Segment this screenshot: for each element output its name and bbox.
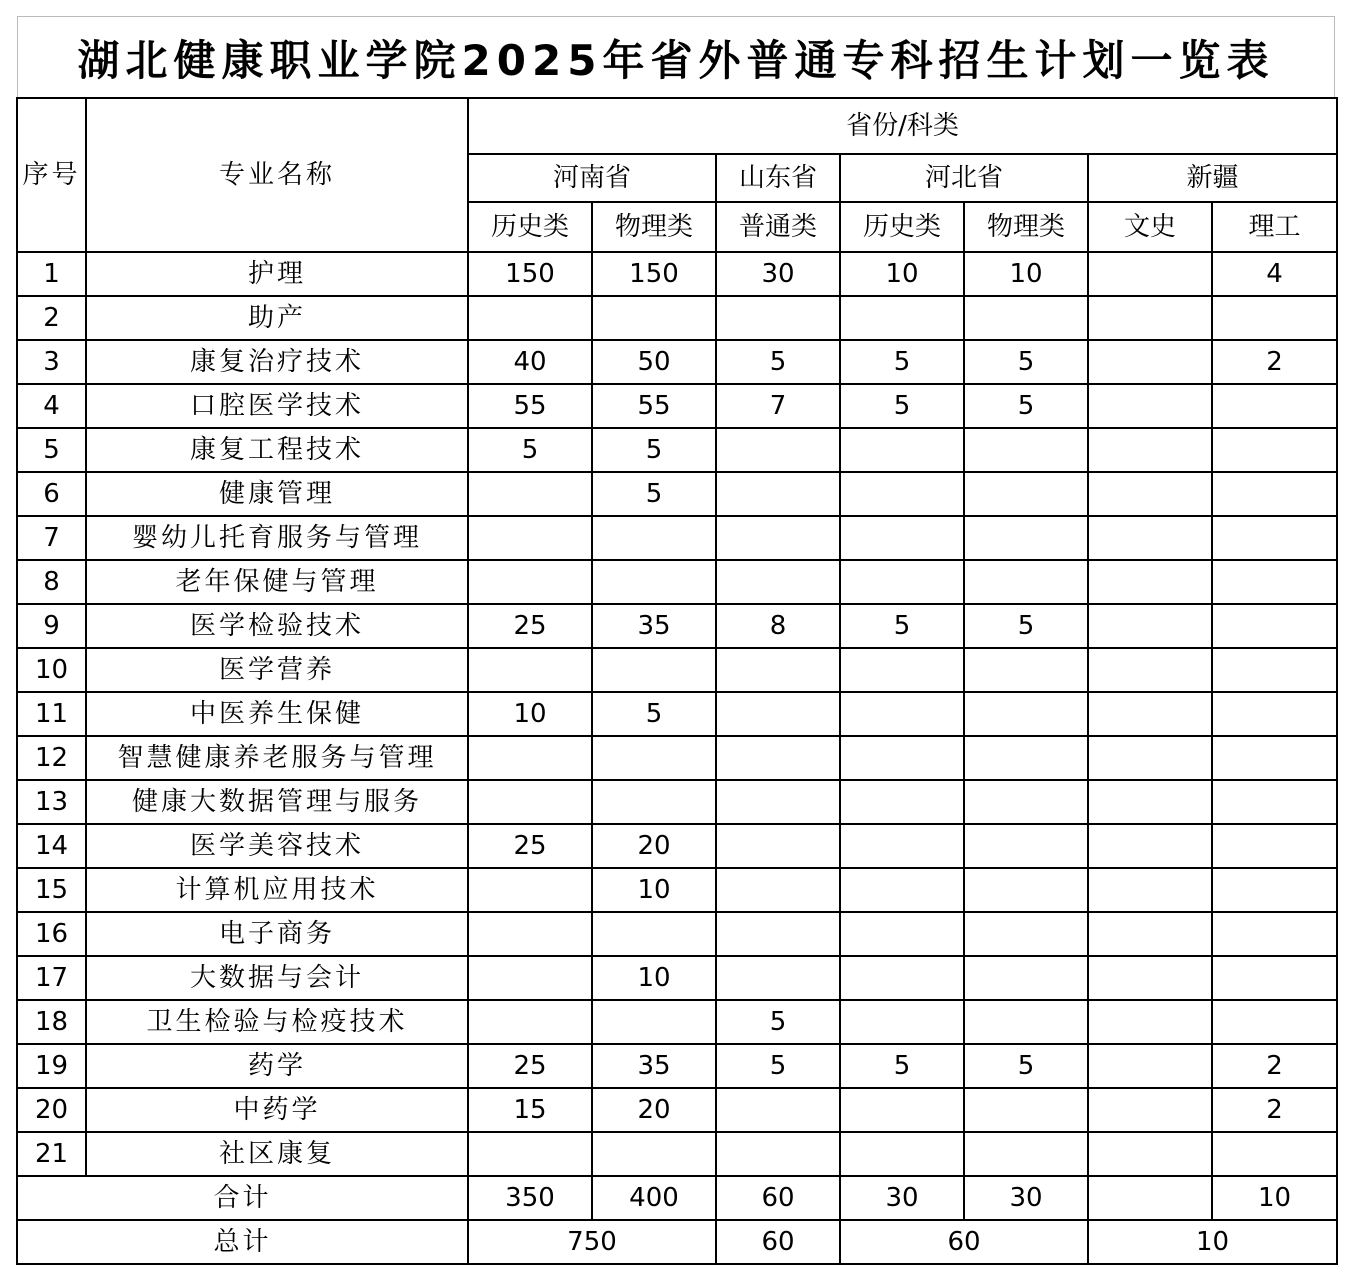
row-number: 15: [17, 868, 86, 912]
table-row: [17, 868, 1337, 912]
quota-cell: [468, 516, 592, 560]
table-row: [17, 384, 1337, 428]
total-label: 总计: [17, 1220, 468, 1264]
quota-cell: [1212, 912, 1337, 956]
quota-cell: [840, 956, 964, 1000]
quota-cell: [964, 956, 1088, 1000]
row-number: 10: [17, 648, 86, 692]
row-number: 14: [17, 824, 86, 868]
quota-cell: 5: [964, 384, 1088, 428]
row-number: 12: [17, 736, 86, 780]
quota-cell: 5: [592, 692, 716, 736]
quota-cell: 5: [468, 428, 592, 472]
quota-cell: 30: [716, 252, 840, 296]
quota-cell: 20: [592, 1088, 716, 1132]
quota-cell: [1088, 1088, 1212, 1132]
total-cell: 10: [1088, 1220, 1337, 1264]
quota-cell: [1088, 296, 1212, 340]
table-row: [17, 560, 1337, 604]
quota-cell: [716, 560, 840, 604]
quota-cell: [1088, 1044, 1212, 1088]
major-name: 康复治疗技术: [86, 340, 468, 384]
row-number: 3: [17, 340, 86, 384]
table-row: [17, 604, 1337, 648]
quota-cell: [840, 824, 964, 868]
quota-cell: [716, 736, 840, 780]
header-province-xinjiang: 新疆: [1088, 154, 1337, 202]
row-number: 13: [17, 780, 86, 824]
quota-cell: [592, 648, 716, 692]
quota-cell: [592, 780, 716, 824]
quota-cell: [1088, 912, 1212, 956]
quota-cell: 8: [716, 604, 840, 648]
quota-cell: [468, 956, 592, 1000]
quota-cell: [1088, 1132, 1212, 1176]
quota-cell: [964, 296, 1088, 340]
major-name: 口腔医学技术: [86, 384, 468, 428]
quota-cell: 150: [468, 252, 592, 296]
quota-cell: [964, 516, 1088, 560]
quota-cell: 5: [716, 1000, 840, 1044]
total-cell: 60: [840, 1220, 1088, 1264]
quota-cell: [716, 1132, 840, 1176]
quota-cell: [468, 1000, 592, 1044]
quota-cell: 10: [964, 252, 1088, 296]
quota-cell: [468, 868, 592, 912]
quota-cell: 5: [840, 340, 964, 384]
quota-cell: 5: [592, 428, 716, 472]
row-number: 1: [17, 252, 86, 296]
quota-cell: 5: [840, 384, 964, 428]
quota-cell: [1088, 824, 1212, 868]
quota-cell: 55: [592, 384, 716, 428]
row-number: 16: [17, 912, 86, 956]
quota-cell: [964, 780, 1088, 824]
quota-cell: [964, 736, 1088, 780]
table-row: [17, 1088, 1337, 1132]
major-name: 康复工程技术: [86, 428, 468, 472]
table-row: [17, 252, 1337, 296]
quota-cell: [468, 1132, 592, 1176]
table-row: [17, 824, 1337, 868]
table-row: [17, 648, 1337, 692]
table-row: [17, 296, 1337, 340]
row-number: 6: [17, 472, 86, 516]
quota-cell: [964, 1088, 1088, 1132]
quota-cell: [840, 1132, 964, 1176]
subtotal-cell: 30: [964, 1176, 1088, 1220]
row-number: 4: [17, 384, 86, 428]
quota-cell: [1212, 472, 1337, 516]
quota-cell: [1212, 560, 1337, 604]
header-seq: 序号: [17, 98, 86, 252]
quota-cell: [468, 912, 592, 956]
subtotal-cell: 10: [1212, 1176, 1337, 1220]
quota-cell: [1088, 516, 1212, 560]
quota-cell: [1212, 824, 1337, 868]
quota-cell: [1212, 648, 1337, 692]
row-number: 2: [17, 296, 86, 340]
quota-cell: 5: [716, 1044, 840, 1088]
major-name: 中医养生保健: [86, 692, 468, 736]
table-row: [17, 472, 1337, 516]
quota-cell: [716, 516, 840, 560]
quota-cell: [716, 956, 840, 1000]
quota-cell: [964, 648, 1088, 692]
table-row: [17, 340, 1337, 384]
table-row: [17, 428, 1337, 472]
quota-cell: [1212, 384, 1337, 428]
major-name: 大数据与会计: [86, 956, 468, 1000]
header-category: 普通类: [716, 202, 840, 252]
quota-cell: [1212, 780, 1337, 824]
major-name: 社区康复: [86, 1132, 468, 1176]
quota-cell: [716, 912, 840, 956]
quota-cell: 5: [964, 604, 1088, 648]
subtotal-label: 合计: [17, 1176, 468, 1220]
quota-cell: [1212, 296, 1337, 340]
table-row: [17, 692, 1337, 736]
quota-cell: [840, 472, 964, 516]
quota-cell: 10: [592, 868, 716, 912]
major-name: 老年保健与管理: [86, 560, 468, 604]
header-category: 历史类: [468, 202, 592, 252]
subtotal-cell: [1088, 1176, 1212, 1220]
quota-cell: 40: [468, 340, 592, 384]
table-row: [17, 516, 1337, 560]
quota-cell: [592, 296, 716, 340]
subtotal-cell: 30: [840, 1176, 964, 1220]
quota-cell: [1088, 340, 1212, 384]
major-name: 卫生检验与检疫技术: [86, 1000, 468, 1044]
quota-cell: 35: [592, 604, 716, 648]
header-category: 物理类: [592, 202, 716, 252]
header-category: 物理类: [964, 202, 1088, 252]
quota-cell: [716, 780, 840, 824]
quota-cell: 50: [592, 340, 716, 384]
quota-cell: 5: [592, 472, 716, 516]
quota-cell: [468, 736, 592, 780]
subtotal-cell: 400: [592, 1176, 716, 1220]
quota-cell: 35: [592, 1044, 716, 1088]
row-number: 9: [17, 604, 86, 648]
row-number: 17: [17, 956, 86, 1000]
table-row: [17, 956, 1337, 1000]
quota-cell: [592, 1000, 716, 1044]
major-name: 婴幼儿托育服务与管理: [86, 516, 468, 560]
quota-cell: [592, 516, 716, 560]
quota-cell: [964, 1132, 1088, 1176]
major-name: 健康管理: [86, 472, 468, 516]
total-cell: 750: [468, 1220, 716, 1264]
quota-cell: [840, 560, 964, 604]
major-name: 健康大数据管理与服务: [86, 780, 468, 824]
quota-cell: [1088, 604, 1212, 648]
total-cell: 60: [716, 1220, 840, 1264]
row-number: 19: [17, 1044, 86, 1088]
quota-cell: [1088, 428, 1212, 472]
major-name: 电子商务: [86, 912, 468, 956]
quota-cell: [1088, 560, 1212, 604]
quota-cell: [716, 472, 840, 516]
quota-cell: [592, 1132, 716, 1176]
quota-cell: [468, 472, 592, 516]
quota-cell: [468, 560, 592, 604]
major-name: 计算机应用技术: [86, 868, 468, 912]
major-name: 医学美容技术: [86, 824, 468, 868]
quota-cell: 20: [592, 824, 716, 868]
quota-cell: [964, 824, 1088, 868]
quota-cell: [964, 560, 1088, 604]
quota-cell: [1212, 1132, 1337, 1176]
quota-cell: [1088, 868, 1212, 912]
quota-cell: [1088, 472, 1212, 516]
quota-cell: 10: [468, 692, 592, 736]
quota-cell: [1088, 1000, 1212, 1044]
quota-cell: [716, 428, 840, 472]
table-row: [17, 780, 1337, 824]
quota-cell: [1212, 692, 1337, 736]
quota-cell: [1212, 516, 1337, 560]
quota-cell: [1088, 252, 1212, 296]
quota-cell: [716, 648, 840, 692]
header-province-hebei: 河北省: [840, 154, 1088, 202]
row-number: 21: [17, 1132, 86, 1176]
quota-cell: [840, 780, 964, 824]
quota-cell: [592, 560, 716, 604]
major-name: 助产: [86, 296, 468, 340]
quota-cell: [964, 472, 1088, 516]
quota-cell: [1088, 648, 1212, 692]
quota-cell: [592, 912, 716, 956]
quota-cell: 55: [468, 384, 592, 428]
table-row: [17, 912, 1337, 956]
quota-cell: [1088, 956, 1212, 1000]
quota-cell: [840, 912, 964, 956]
quota-cell: [468, 296, 592, 340]
table-row: [17, 736, 1337, 780]
quota-cell: [1212, 428, 1337, 472]
quota-cell: [840, 1000, 964, 1044]
quota-cell: 5: [964, 1044, 1088, 1088]
quota-cell: [468, 780, 592, 824]
header-category: 理工: [1212, 202, 1337, 252]
quota-cell: [1088, 780, 1212, 824]
quota-cell: [1088, 736, 1212, 780]
quota-cell: [964, 868, 1088, 912]
major-name: 医学营养: [86, 648, 468, 692]
subtotal-row: [17, 1176, 1337, 1220]
major-name: 医学检验技术: [86, 604, 468, 648]
quota-cell: [468, 648, 592, 692]
major-name: 护理: [86, 252, 468, 296]
quota-cell: 25: [468, 824, 592, 868]
quota-cell: 10: [840, 252, 964, 296]
quota-cell: [840, 428, 964, 472]
row-number: 7: [17, 516, 86, 560]
subtotal-cell: 350: [468, 1176, 592, 1220]
quota-cell: [1212, 956, 1337, 1000]
quota-cell: [840, 868, 964, 912]
quota-cell: [716, 1088, 840, 1132]
quota-cell: 25: [468, 1044, 592, 1088]
page-title: 湖北健康职业学院2025年省外普通专科招生计划一览表: [77, 35, 1275, 85]
header-category: 历史类: [840, 202, 964, 252]
quota-cell: 4: [1212, 252, 1337, 296]
major-name: 中药学: [86, 1088, 468, 1132]
quota-cell: 2: [1212, 1088, 1337, 1132]
quota-cell: [840, 648, 964, 692]
quota-cell: [840, 296, 964, 340]
quota-cell: [716, 868, 840, 912]
quota-cell: [964, 692, 1088, 736]
row-number: 5: [17, 428, 86, 472]
row-number: 20: [17, 1088, 86, 1132]
quota-cell: [1212, 1000, 1337, 1044]
quota-cell: 5: [716, 340, 840, 384]
quota-cell: [716, 824, 840, 868]
quota-cell: [964, 912, 1088, 956]
header-major: 专业名称: [86, 98, 468, 252]
quota-cell: [1212, 736, 1337, 780]
header-province-henan: 河南省: [468, 154, 716, 202]
quota-cell: [964, 1000, 1088, 1044]
quota-cell: [1088, 384, 1212, 428]
header-province-shandong: 山东省: [716, 154, 840, 202]
quota-cell: 10: [592, 956, 716, 1000]
quota-cell: 5: [840, 1044, 964, 1088]
row-number: 18: [17, 1000, 86, 1044]
row-number: 11: [17, 692, 86, 736]
title-box: [17, 16, 1335, 98]
quota-cell: [716, 296, 840, 340]
row-number: 8: [17, 560, 86, 604]
quota-cell: [716, 692, 840, 736]
subtotal-cell: 60: [716, 1176, 840, 1220]
quota-cell: [840, 692, 964, 736]
quota-cell: 2: [1212, 1044, 1337, 1088]
table-row: [17, 1132, 1337, 1176]
quota-cell: [964, 428, 1088, 472]
quota-cell: 2: [1212, 340, 1337, 384]
quota-cell: 7: [716, 384, 840, 428]
table-row: [17, 1044, 1337, 1088]
header-province-group: 省份/科类: [468, 98, 1337, 154]
quota-cell: [592, 736, 716, 780]
quota-cell: [840, 736, 964, 780]
quota-cell: 5: [840, 604, 964, 648]
quota-cell: [1212, 604, 1337, 648]
quota-cell: 15: [468, 1088, 592, 1132]
table-row: [17, 1000, 1337, 1044]
quota-cell: [840, 1088, 964, 1132]
header-category: 文史: [1088, 202, 1212, 252]
quota-cell: 5: [964, 340, 1088, 384]
quota-cell: [1088, 692, 1212, 736]
total-row: [17, 1220, 1337, 1264]
quota-cell: 150: [592, 252, 716, 296]
enrollment-plan-table: [16, 97, 1338, 1265]
major-name: 智慧健康养老服务与管理: [86, 736, 468, 780]
quota-cell: [840, 516, 964, 560]
quota-cell: [1212, 868, 1337, 912]
major-name: 药学: [86, 1044, 468, 1088]
quota-cell: 25: [468, 604, 592, 648]
